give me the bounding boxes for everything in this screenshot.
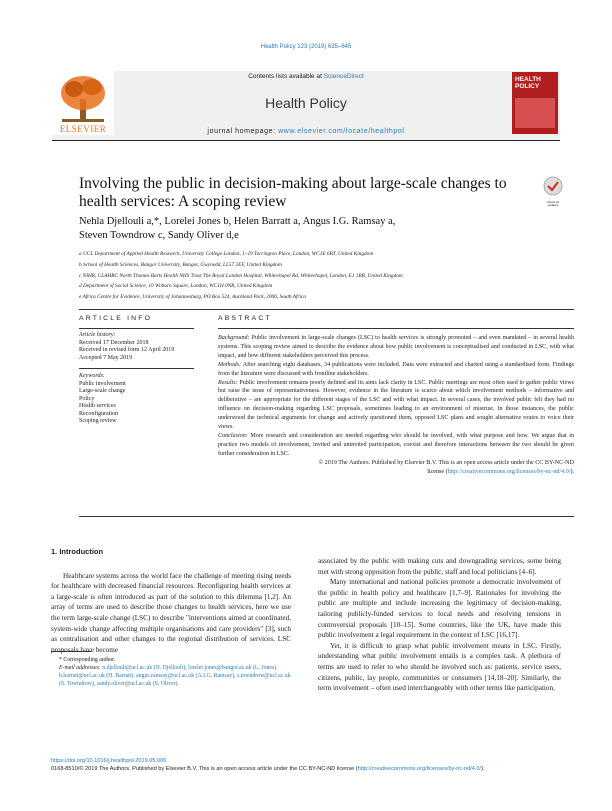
homepage-link[interactable]: www.elsevier.com/locate/healthpol [278,128,405,135]
body-column-right [318,556,561,694]
revised-date: Received in revised form 12 April 2019 [79,347,175,353]
abstract-copyright: © 2019 The Authors. Published by Elsevier B.V. This is an open access article under the CC BY-NC-ND license (http://creativecommons.org/licenses/by-nc-nd/4.0/). [318,459,574,475]
paragraph: Many international and national policies promote a democratic involvement of the public in health policy and healthcare [1,7–9]. Rationales for involving the public are multiple and include increasing the legitimacy of decision-making, tailoring publicly-funded services to local needs and resolving tensions in controversial proposals [10–15]. Some countries, like the UK, have made this public involvement a legal requirement in the context of LSC [16,17]. [318,578,561,640]
conclusion-label: Conclusion: [218,432,248,439]
journal-cover-thumbnail [512,72,558,134]
body-column-left [51,547,291,655]
homepage-label: journal homepage: [207,128,279,135]
affiliation-b: b School of Health Sciences, Bangor University, Bangor, Gwynedd, LL57 2EF, United Kingdom [79,261,282,268]
abstract-rule [218,328,574,329]
email-addresses[interactable]: n.djellouli@ucl.ac.uk (N. Djellouli), lorelei.jones@bangor.ac.uk (L. Jones), h.barratt@ucl.ac.uk (H. Barratt), angus.ramsay@ucl.ac.uk (A.I.G. Ramsay), s.towndrow@ucl.ac.uk (S. Towndrow), sandy.oliver@ucl.ac.uk (S. Oliver). [59,665,291,687]
check-for-updates-badge[interactable] [542,176,564,207]
page-footer [51,758,561,773]
issn-license-line: 0168-8510/© 2019 The Authors. Published by Elsevier B.V. This is an open access article under the CC BY-NC-ND license (http://creativecommons.org/licenses/by-nc-nd/4.0/). [51,765,485,772]
abstract-results: Results: Public involvement remains poorly defined and its aims lack clarity in LSC. Public meetings are most often used to gather public views but raise the issue of representativeness. However, evidence in the literature is scarce about which involvement methods – informative and deliberative – are appropriate for the different stages of the LSC and with what impact. In several cases, the involved public felt they had no influence on decision-making regarding LSC proposals, sometimes leading to an environment of mistrust. In those instances, the public understood the technical arguments for change and actively questioned them, opposed LSC plans and sought alternative routes to voice their views. [218,379,574,431]
article-title: Involving the public in decision-making about large-scale changes to health services: A scoping review [79,175,507,210]
abstract-license-link[interactable]: http://creativecommons.org/licenses/by-nc-nd/4.0/ [447,468,571,475]
check-updates-label: Check for updates [546,200,560,207]
paragraph: associated by the public with making cuts and downgrading services, some being met with strong opposition from the public, staff and local politicians [4–6]. [318,557,561,576]
abstract-conclusion: Conclusion: More research and consideration are needed regarding who should be involved, with what purpose and how. We argue that in practice two models of involvement, invited and uninvited participation, coexist and therefore interactions between the two should be given further consideration in LSC. [218,432,574,457]
journal-title: Health Policy [265,95,347,111]
sciencedirect-link[interactable]: ScienceDirect [323,73,364,80]
affiliation-c: c NIHR, CLAHRC North Thames Barts Health NHS Trust The Royal London Hospital, Whitechapel Rd, Whitechapel, London, E1 1BB, United Kingdom [79,272,403,279]
corresponding-author-note: * Corresponding author. [59,657,116,663]
keyword: Health services [79,403,116,409]
history-label: Article history: [79,332,116,338]
paragraph: Healthcare systems across the world face the challenge of meeting rising needs for healthcare with decreased financial resources. Reconfiguring health services at a large-scale is often introduced as part of the solution to this dilemma [1,2]. An array of terms are used to describe those changes to health services, here we use the term large-scale change (LSC) to describe "interventions aimed at coordinated, system-wide change affecting multiple organisations and care providers" [3], such as centralisation and other changes to the regional distribution of services. LSC proposals have become [51,571,291,654]
received-date: Received 17 December 2018 [79,339,149,346]
contents-prefix: Contents lists available at [248,73,324,80]
background-label: Background: [218,335,250,341]
keyword: Large-scale change [79,388,126,394]
top-rule [79,309,574,310]
section-heading-introduction: 1. Introduction [51,547,104,556]
doi-link[interactable]: https://doi.org/10.1016/j.healthpol.2019.05.006 [51,758,167,764]
publisher-name: ELSEVIER [59,124,107,134]
article-info [79,332,194,426]
affiliation-e: e Africa Centre for Evidence, University of Johannesburg, PO Box 524, Auckland Park, 2006, South Africa [79,294,307,301]
abstract-bottom-rule [79,516,574,517]
abstract-body [218,334,574,477]
journal-reference[interactable]: Health Policy 123 (2019) 635–645 [260,44,352,50]
cover-title: HEALTH POLICY [515,76,541,90]
keyword: Reconfiguration [79,410,118,417]
authors-line-2: Steven Towndrow c, Sandy Oliver d,e [79,230,239,241]
keywords-rule [79,368,194,369]
affiliation-a: a UCL Department of Applied Health Research, University College London, 1–19 Torrington Place, London, WC1E 6BT, United Kingdom [79,251,374,257]
methods-label: Methods: [218,361,242,368]
authors-line-1: Nehla Djellouli a,*, Lorelei Jones b, Helen Barratt a, Angus I.G. Ramsay a, [79,216,396,227]
keyword: Policy [79,395,95,402]
paragraph: Yet, it is difficult to grasp what public involvement means in LSC. Firstly, understanding what public involvement entails is a complex task. A plethora of terms are used to refer to who should be involved such as: patients, service users, citizens, public, lay people, communities or consumers [14,18–20]. Similarly, the term involvement – often used interchangeably with other terms like participation, [318,641,561,693]
accepted-date: Accepted 7 May 2019 [79,354,133,361]
footnotes [51,651,291,688]
keywords-label: Keywords: [79,373,105,379]
article-info-heading: ARTICLE INFO [79,315,153,322]
abstract-heading: ABSTRACT [218,315,272,322]
check-updates-icon [542,176,564,196]
author-list [79,215,519,243]
abstract-methods: Methods: After searching eight databases, 34 publications were included. Data were extracted and charted using a standardised form. Findings from the literature were discussed with frontline stakeholders. [218,361,575,377]
cover-graphic [515,98,555,128]
footnote-rule [51,651,91,652]
footer-license-link[interactable]: http://creativecommons.org/licenses/by-nc-nd/4.0/ [357,765,482,772]
info-rule [79,328,194,329]
keyword: Scoping review [79,418,117,424]
abstract-background: Background: Public involvement in large-scale changes (LSC) to health services is strongly promoted – and even mandated – in several health systems. This scoping review aimed to describe the evidence about how public involvement is conceptualised and conducted in LSC, with what impact, and how different stakeholders perceived this process. [218,335,574,359]
keyword: Public involvement [79,380,126,387]
affiliations [79,249,549,303]
email-footnote: E-mail addresses: n.djellouli@ucl.ac.uk (N. Djellouli), lorelei.jones@bangor.ac.uk (L. Jones), h.barratt@ucl.ac.uk (H. Barratt), angus.ramsay@ucl.ac.uk (A.I.G. Ramsay), s.towndrow@ucl.ac.uk (S. Towndrow), sandy.oliver@ucl.ac.uk (S. Oliver). [59,665,291,687]
affiliation-d: d Department of Social Science, 10 Woburn Square, London, WC1H 0NR, United Kingdom [79,283,273,290]
results-label: Results: [218,379,238,386]
